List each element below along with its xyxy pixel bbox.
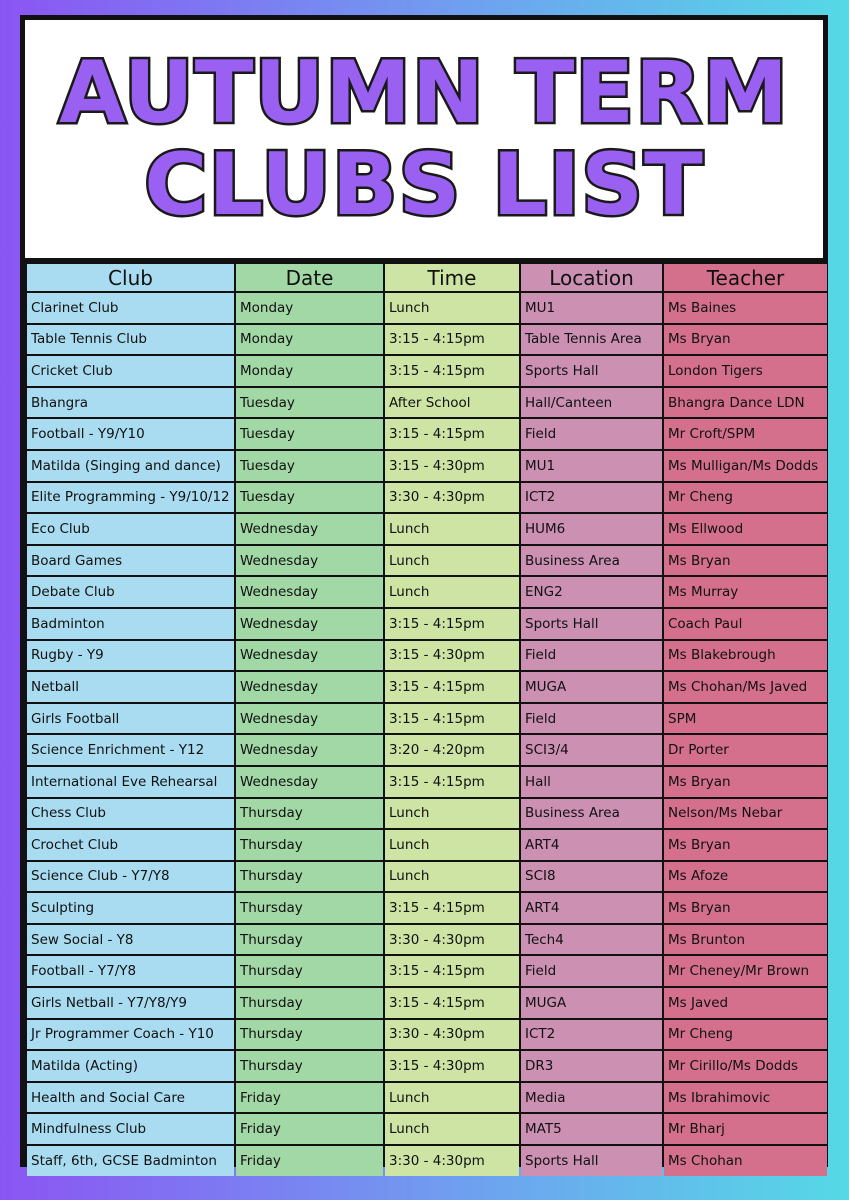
- cell-date: Tuesday: [236, 388, 383, 418]
- cell-time: 3:15 - 4:15pm: [385, 988, 519, 1018]
- cell-club: Sculpting: [27, 893, 234, 923]
- cell-club: Crochet Club: [27, 830, 234, 860]
- cell-time: Lunch: [385, 293, 519, 323]
- cell-location: Tech4: [521, 925, 662, 955]
- cell-club: Football - Y7/Y8: [27, 956, 234, 986]
- cell-teacher: Ms Javed: [664, 988, 827, 1018]
- cell-time: 3:15 - 4:15pm: [385, 356, 519, 386]
- header-row: [27, 264, 827, 291]
- table-row: [27, 419, 827, 449]
- cell-time: 3:15 - 4:30pm: [385, 641, 519, 671]
- cell-date: Thursday: [236, 956, 383, 986]
- cell-location: Field: [521, 419, 662, 449]
- cell-club: International Eve Rehearsal: [27, 767, 234, 797]
- cell-location: MU1: [521, 451, 662, 481]
- cell-club: Chess Club: [27, 799, 234, 829]
- cell-club: Debate Club: [27, 577, 234, 607]
- table-row: [27, 925, 827, 955]
- cell-time: 3:15 - 4:15pm: [385, 419, 519, 449]
- cell-date: Wednesday: [236, 514, 383, 544]
- cell-club: Matilda (Acting): [27, 1051, 234, 1081]
- cell-time: Lunch: [385, 1083, 519, 1113]
- title-box: [25, 20, 823, 258]
- cell-teacher: Ms Blakebrough: [664, 641, 827, 671]
- header-club: Club: [27, 264, 234, 291]
- cell-teacher: Ms Brunton: [664, 925, 827, 955]
- cell-teacher: Ms Bryan: [664, 546, 827, 576]
- table-row: [27, 1083, 827, 1113]
- cell-location: ART4: [521, 893, 662, 923]
- table-row: [27, 735, 827, 765]
- header-date: Date: [236, 264, 383, 291]
- table-row: [27, 893, 827, 923]
- table-row: [27, 830, 827, 860]
- cell-teacher: Bhangra Dance LDN: [664, 388, 827, 418]
- cell-club: Cricket Club: [27, 356, 234, 386]
- cell-time: Lunch: [385, 577, 519, 607]
- cell-date: Monday: [236, 356, 383, 386]
- cell-teacher: Mr Croft/SPM: [664, 419, 827, 449]
- cell-date: Wednesday: [236, 704, 383, 734]
- cell-date: Wednesday: [236, 641, 383, 671]
- header-time: Time: [385, 264, 519, 291]
- table-row: [27, 862, 827, 892]
- cell-date: Wednesday: [236, 577, 383, 607]
- cell-teacher: Ms Baines: [664, 293, 827, 323]
- cell-teacher: Mr Cheng: [664, 483, 827, 513]
- cell-location: ICT2: [521, 483, 662, 513]
- cell-teacher: SPM: [664, 704, 827, 734]
- cell-date: Monday: [236, 325, 383, 355]
- cell-club: Sew Social - Y8: [27, 925, 234, 955]
- cell-club: Staff, 6th, GCSE Badminton: [27, 1146, 234, 1176]
- cell-location: HUM6: [521, 514, 662, 544]
- cell-time: 3:15 - 4:15pm: [385, 672, 519, 702]
- cell-time: Lunch: [385, 799, 519, 829]
- table-row: [27, 1020, 827, 1050]
- cell-date: Wednesday: [236, 767, 383, 797]
- cell-teacher: Mr Cheney/Mr Brown: [664, 956, 827, 986]
- cell-time: 3:15 - 4:30pm: [385, 1051, 519, 1081]
- cell-date: Thursday: [236, 925, 383, 955]
- cell-teacher: Dr Porter: [664, 735, 827, 765]
- header-location: Location: [521, 264, 662, 291]
- cell-teacher: Mr Cirillo/Ms Dodds: [664, 1051, 827, 1081]
- cell-date: Wednesday: [236, 546, 383, 576]
- cell-location: DR3: [521, 1051, 662, 1081]
- cell-location: Table Tennis Area: [521, 325, 662, 355]
- table-row: [27, 1146, 827, 1176]
- cell-club: Bhangra: [27, 388, 234, 418]
- cell-teacher: Ms Chohan: [664, 1146, 827, 1176]
- cell-time: Lunch: [385, 862, 519, 892]
- cell-teacher: Ms Afoze: [664, 862, 827, 892]
- cell-club: Girls Football: [27, 704, 234, 734]
- cell-location: Sports Hall: [521, 609, 662, 639]
- table-row: [27, 799, 827, 829]
- cell-time: Lunch: [385, 830, 519, 860]
- cell-teacher: Mr Bharj: [664, 1114, 827, 1144]
- cell-teacher: Ms Murray: [664, 577, 827, 607]
- cell-location: Hall: [521, 767, 662, 797]
- cell-location: Field: [521, 704, 662, 734]
- cell-time: 3:15 - 4:15pm: [385, 893, 519, 923]
- cell-location: Media: [521, 1083, 662, 1113]
- cell-date: Tuesday: [236, 483, 383, 513]
- table-row: [27, 451, 827, 481]
- cell-location: MAT5: [521, 1114, 662, 1144]
- cell-location: Business Area: [521, 546, 662, 576]
- cell-date: Wednesday: [236, 672, 383, 702]
- cell-teacher: Mr Cheng: [664, 1020, 827, 1050]
- cell-club: Science Enrichment - Y12: [27, 735, 234, 765]
- cell-date: Wednesday: [236, 609, 383, 639]
- clubs-table: [25, 262, 829, 1178]
- cell-time: 3:30 - 4:30pm: [385, 1020, 519, 1050]
- cell-time: 3:15 - 4:15pm: [385, 325, 519, 355]
- cell-club: Badminton: [27, 609, 234, 639]
- cell-club: Eco Club: [27, 514, 234, 544]
- cell-time: 3:30 - 4:30pm: [385, 1146, 519, 1176]
- table-row: [27, 546, 827, 576]
- cell-club: Netball: [27, 672, 234, 702]
- cell-date: Thursday: [236, 988, 383, 1018]
- cell-time: 3:30 - 4:30pm: [385, 483, 519, 513]
- cell-date: Monday: [236, 293, 383, 323]
- table-row: [27, 388, 827, 418]
- cell-teacher: Ms Bryan: [664, 830, 827, 860]
- cell-location: SCI3/4: [521, 735, 662, 765]
- cell-teacher: Ms Ibrahimovic: [664, 1083, 827, 1113]
- cell-time: 3:15 - 4:15pm: [385, 609, 519, 639]
- clubs-poster: [20, 15, 828, 1167]
- cell-club: Jr Programmer Coach - Y10: [27, 1020, 234, 1050]
- cell-location: Field: [521, 641, 662, 671]
- cell-club: Science Club - Y7/Y8: [27, 862, 234, 892]
- cell-location: ICT2: [521, 1020, 662, 1050]
- table-row: [27, 514, 827, 544]
- table-row: [27, 1051, 827, 1081]
- table-row: [27, 293, 827, 323]
- cell-date: Friday: [236, 1114, 383, 1144]
- cell-time: 3:30 - 4:30pm: [385, 925, 519, 955]
- cell-location: Sports Hall: [521, 356, 662, 386]
- cell-time: 3:15 - 4:30pm: [385, 451, 519, 481]
- cell-club: Elite Programming - Y9/10/12: [27, 483, 234, 513]
- cell-time: 3:15 - 4:15pm: [385, 956, 519, 986]
- cell-date: Thursday: [236, 799, 383, 829]
- cell-club: Rugby - Y9: [27, 641, 234, 671]
- table-row: [27, 704, 827, 734]
- cell-teacher: London Tigers: [664, 356, 827, 386]
- cell-time: Lunch: [385, 514, 519, 544]
- cell-location: MUGA: [521, 988, 662, 1018]
- cell-teacher: Coach Paul: [664, 609, 827, 639]
- title-line-2: CLUBS LIST: [144, 135, 704, 235]
- table-row: [27, 767, 827, 797]
- cell-teacher: Ms Ellwood: [664, 514, 827, 544]
- cell-club: Matilda (Singing and dance): [27, 451, 234, 481]
- cell-club: Health and Social Care: [27, 1083, 234, 1113]
- cell-date: Thursday: [236, 1020, 383, 1050]
- title-line-1: AUTUMN TERM: [59, 43, 789, 143]
- table-row: [27, 356, 827, 386]
- cell-date: Thursday: [236, 862, 383, 892]
- cell-location: Field: [521, 956, 662, 986]
- cell-date: Wednesday: [236, 735, 383, 765]
- cell-teacher: Nelson/Ms Nebar: [664, 799, 827, 829]
- cell-club: Mindfulness Club: [27, 1114, 234, 1144]
- table-body: [27, 293, 827, 1176]
- cell-location: MU1: [521, 293, 662, 323]
- cell-club: Clarinet Club: [27, 293, 234, 323]
- cell-club: Table Tennis Club: [27, 325, 234, 355]
- cell-teacher: Ms Chohan/Ms Javed: [664, 672, 827, 702]
- table-row: [27, 641, 827, 671]
- cell-time: After School: [385, 388, 519, 418]
- table-row: [27, 956, 827, 986]
- cell-location: Sports Hall: [521, 1146, 662, 1176]
- table-row: [27, 483, 827, 513]
- cell-location: MUGA: [521, 672, 662, 702]
- cell-date: Friday: [236, 1146, 383, 1176]
- cell-club: Girls Netball - Y7/Y8/Y9: [27, 988, 234, 1018]
- table-row: [27, 988, 827, 1018]
- cell-date: Tuesday: [236, 451, 383, 481]
- cell-location: ART4: [521, 830, 662, 860]
- cell-location: ENG2: [521, 577, 662, 607]
- table-row: [27, 577, 827, 607]
- cell-location: SCI8: [521, 862, 662, 892]
- cell-club: Board Games: [27, 546, 234, 576]
- cell-date: Thursday: [236, 893, 383, 923]
- cell-teacher: Ms Bryan: [664, 767, 827, 797]
- cell-teacher: Ms Bryan: [664, 325, 827, 355]
- header-teacher: Teacher: [664, 264, 827, 291]
- cell-date: Thursday: [236, 1051, 383, 1081]
- cell-club: Football - Y9/Y10: [27, 419, 234, 449]
- table-row: [27, 672, 827, 702]
- cell-teacher: Ms Bryan: [664, 893, 827, 923]
- table-row: [27, 325, 827, 355]
- table-row: [27, 609, 827, 639]
- cell-time: Lunch: [385, 546, 519, 576]
- cell-date: Tuesday: [236, 419, 383, 449]
- cell-date: Friday: [236, 1083, 383, 1113]
- cell-location: Hall/Canteen: [521, 388, 662, 418]
- cell-time: 3:15 - 4:15pm: [385, 767, 519, 797]
- cell-location: Business Area: [521, 799, 662, 829]
- cell-time: 3:20 - 4:20pm: [385, 735, 519, 765]
- cell-time: 3:15 - 4:15pm: [385, 704, 519, 734]
- cell-time: Lunch: [385, 1114, 519, 1144]
- cell-date: Thursday: [236, 830, 383, 860]
- table-row: [27, 1114, 827, 1144]
- cell-teacher: Ms Mulligan/Ms Dodds: [664, 451, 827, 481]
